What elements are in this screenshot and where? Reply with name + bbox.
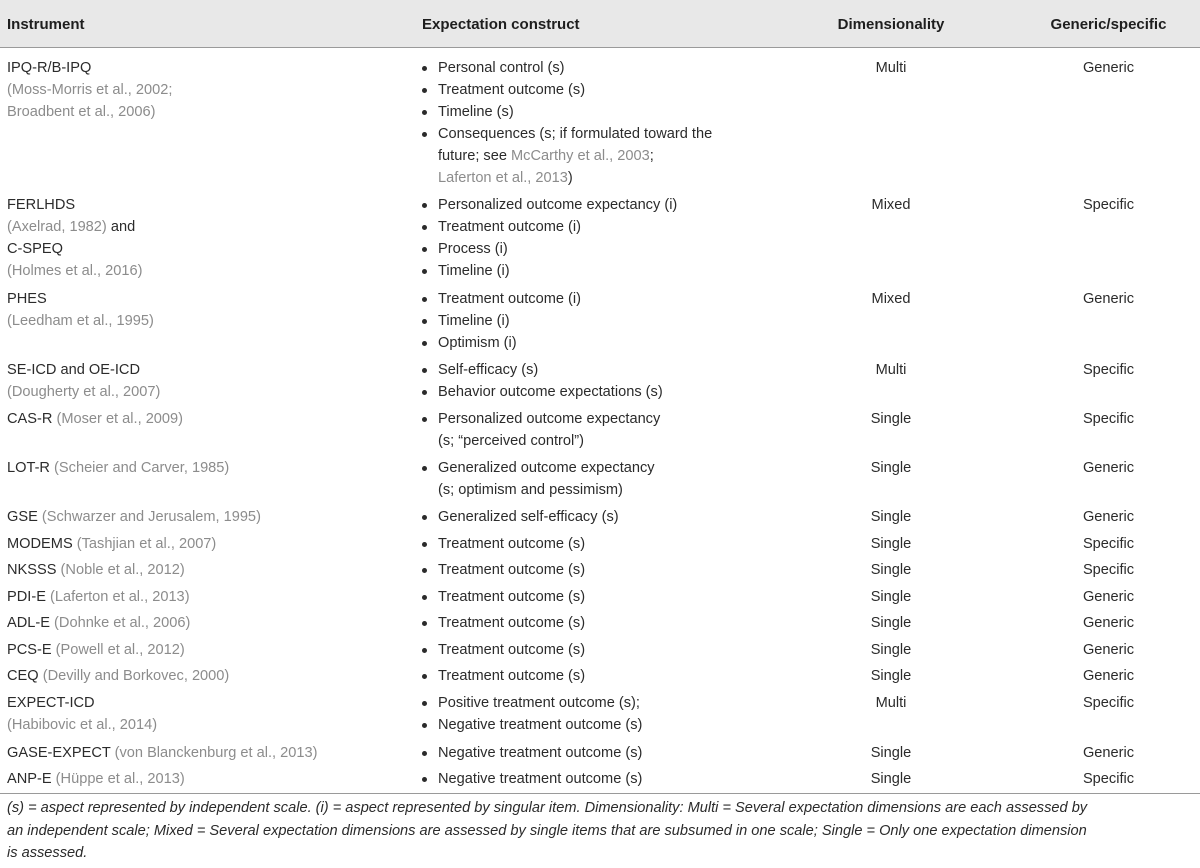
citation-paren: ) — [178, 411, 184, 427]
generic-specific-cell: Generic — [1082, 589, 1135, 605]
bullet-icon — [422, 595, 427, 600]
instrument-name: IPQ-R/B-IPQ — [7, 60, 92, 76]
expectation-text: ) — [567, 170, 573, 186]
footnote-line: (s) = aspect represented by independent scale. (i) = aspect represented by singular item. Dimensionality: Multi = Several expectation dimensions are each assessed by — [7, 800, 1088, 816]
expectation-text: Self-efficacy (s) — [438, 362, 539, 378]
generic-specific-cell: Generic — [1082, 615, 1135, 631]
bullet-icon — [422, 777, 427, 782]
citation-paren: ( — [76, 536, 82, 552]
instrument-line — [7, 359, 407, 381]
expectation-text: Treatment outcome (s) — [438, 589, 586, 605]
citation-paren: ) — [224, 668, 230, 684]
instrument-name: LOT-R — [7, 460, 50, 476]
bullet-icon — [422, 341, 427, 346]
citation: Schwarzer and Jerusalem, 1995 — [46, 509, 257, 525]
instrument-line — [7, 506, 407, 528]
citation-paren: ( — [42, 668, 48, 684]
instrument-cell — [7, 692, 407, 736]
instrument-line — [7, 639, 407, 661]
dimensionality-cell: Single — [870, 615, 912, 631]
instrument-conjunction: and — [106, 219, 136, 235]
citation-paren: ( — [49, 589, 55, 605]
citation-paren: ) — [312, 745, 318, 761]
bullet-icon — [422, 542, 427, 547]
instrument-name: PCS-E — [7, 642, 52, 658]
expectation-cell — [422, 57, 802, 189]
header-dimensionality: Dimensionality — [837, 16, 945, 33]
generic-specific-cell: Specific — [1082, 362, 1135, 378]
expectation-line — [422, 408, 802, 430]
instrument-cell — [7, 359, 407, 403]
header-instrument: Instrument — [7, 16, 85, 33]
instrument-name: GASE-EXPECT — [7, 745, 111, 761]
instrument-cell — [7, 768, 407, 790]
instrument-line — [7, 408, 407, 430]
citation: Dohnke et al., 2006 — [58, 615, 186, 631]
expectation-line — [422, 194, 802, 216]
instrument-cell — [7, 533, 407, 555]
instrument-cell — [7, 559, 407, 581]
citation: Laferton et al., 2013 — [54, 589, 185, 605]
dimensionality-cell: Single — [870, 460, 912, 476]
instrument-line — [7, 586, 407, 608]
expectation-line — [422, 506, 802, 528]
expectation-line — [422, 381, 802, 403]
footnote-line: is assessed. — [7, 845, 88, 861]
expectation-text: Treatment outcome (s) — [438, 562, 586, 578]
instrument-name: NKSSS — [7, 562, 57, 578]
citation-paren: ( — [55, 642, 61, 658]
citation-paren: ( — [55, 771, 61, 787]
instrument-line — [7, 533, 407, 555]
citation-paren: ) — [179, 771, 185, 787]
expectation-line — [422, 559, 802, 581]
bullet-icon — [422, 621, 427, 626]
expectation-cell — [422, 665, 802, 687]
dimensionality-cell: Single — [870, 589, 912, 605]
bullet-icon — [422, 751, 427, 756]
expectation-text: Behavior outcome expectations (s) — [438, 384, 663, 400]
citation-paren: ) — [179, 642, 185, 658]
instrument-line — [7, 692, 407, 714]
citation: Broadbent et al., 2006) — [7, 104, 156, 120]
citation: Noble et al., 2012 — [65, 562, 180, 578]
table-footnote — [7, 797, 1193, 865]
expectation-line — [422, 238, 802, 260]
instrument-cell — [7, 194, 407, 282]
expectation-line — [422, 479, 802, 501]
header-expectation-construct: Expectation construct — [422, 16, 580, 33]
instrument-line — [7, 381, 407, 403]
expectation-text: future; see — [438, 148, 512, 164]
bullet-icon — [422, 297, 427, 302]
expectation-text: Personalized outcome expectancy (i) — [438, 197, 678, 213]
expectation-line — [422, 533, 802, 555]
instrument-line — [7, 559, 407, 581]
instrument-line — [7, 612, 407, 634]
generic-specific-cell: Generic — [1082, 509, 1135, 525]
expectation-line — [422, 359, 802, 381]
expectation-line — [422, 612, 802, 634]
generic-specific-cell: Generic — [1082, 668, 1135, 684]
expectation-text: Personalized outcome expectancy — [438, 411, 661, 427]
expectation-line — [422, 332, 802, 354]
instrument-cell — [7, 586, 407, 608]
expectation-cell — [422, 742, 802, 764]
bullet-icon — [422, 648, 427, 653]
expectation-text: Negative treatment outcome (s) — [438, 717, 643, 733]
citation: (Holmes et al., 2016) — [7, 263, 143, 279]
bullet-icon — [422, 368, 427, 373]
expectation-text: Negative treatment outcome (s) — [438, 771, 643, 787]
citation: von Blanckenburg et al., 2013 — [119, 745, 313, 761]
expectation-line — [422, 457, 802, 479]
dimensionality-cell: Mixed — [871, 197, 911, 213]
instrument-line — [7, 714, 407, 736]
dimensionality-cell: Single — [870, 668, 912, 684]
expectation-text: Treatment outcome (s) — [438, 668, 586, 684]
bullet-icon — [422, 269, 427, 274]
dimensionality-cell: Single — [870, 771, 912, 787]
expectation-text: Timeline (s) — [438, 104, 514, 120]
instrument-name: PDI-E — [7, 589, 46, 605]
instrument-line — [7, 457, 407, 479]
expectation-line — [422, 288, 802, 310]
generic-specific-cell: Generic — [1082, 745, 1135, 761]
bullet-icon — [422, 568, 427, 573]
dimensionality-cell: Multi — [875, 362, 907, 378]
instrument-cell — [7, 639, 407, 661]
expectation-line — [422, 665, 802, 687]
expectation-cell — [422, 639, 802, 661]
footnote-line: an independent scale; Mixed = Several expectation dimensions are assessed by single items that are subsumed in one scale; Single = Only one expectation dimension — [7, 822, 1087, 839]
bullet-icon — [422, 723, 427, 728]
citation: (Dougherty et al., 2007) — [7, 384, 161, 400]
expectation-text: Optimism (i) — [438, 335, 517, 351]
instrument-line — [7, 216, 407, 238]
expectation-line — [422, 768, 802, 790]
bottom-rule — [0, 793, 1200, 794]
citation-paren: ( — [56, 411, 62, 427]
table-header — [0, 0, 1200, 47]
citation: (Moss-Morris et al., 2002; — [7, 82, 173, 98]
instrument-name: CAS-R — [7, 411, 53, 427]
expectation-cell — [422, 559, 802, 581]
expectation-line — [422, 216, 802, 238]
dimensionality-cell: Single — [870, 536, 912, 552]
generic-specific-cell: Generic — [1082, 291, 1135, 307]
citation-paren: ( — [54, 460, 59, 476]
citation: Scheier and Carver, 1985 — [58, 460, 225, 476]
instrument-name: ANP-E — [7, 771, 52, 787]
citation: Devilly and Borkovec, 2000 — [47, 668, 225, 684]
citation: Laferton et al., 2013 — [438, 170, 568, 186]
instrument-cell — [7, 506, 407, 528]
citation: Tashjian et al., 2007 — [81, 536, 212, 552]
citation-paren: ) — [224, 460, 230, 476]
generic-specific-cell: Specific — [1082, 771, 1135, 787]
expectation-text: Process (i) — [438, 241, 508, 257]
bullet-icon — [422, 417, 427, 422]
bullet-icon — [422, 203, 427, 208]
bullet-icon — [422, 110, 427, 115]
expectation-line — [422, 639, 802, 661]
dimensionality-cell: Single — [870, 411, 912, 427]
citation: Powell et al., 2012 — [60, 642, 180, 658]
instrument-name: GSE — [7, 509, 38, 525]
expectation-cell — [422, 533, 802, 555]
expectation-text: (s; optimism and pessimism) — [438, 482, 623, 498]
generic-specific-cell: Specific — [1082, 695, 1135, 711]
dimensionality-cell: Single — [870, 642, 912, 658]
citation-paren: ( — [54, 615, 59, 631]
expectation-cell — [422, 586, 802, 608]
expectation-line — [422, 714, 802, 736]
citation-paren: ) — [185, 615, 191, 631]
citation: (Axelrad, 1982) — [7, 219, 107, 235]
dimensionality-cell: Multi — [875, 695, 907, 711]
bullet-icon — [422, 247, 427, 252]
instrument-cell — [7, 57, 407, 123]
citation-paren: ( — [60, 562, 66, 578]
citation-paren: ) — [256, 509, 261, 525]
instrument-cell — [7, 665, 407, 687]
expectation-text: Timeline (i) — [438, 313, 510, 329]
expectation-cell — [422, 408, 802, 452]
instrument-name: MODEMS — [7, 536, 73, 552]
dimensionality-cell: Single — [870, 745, 912, 761]
generic-specific-cell: Generic — [1082, 642, 1135, 658]
expectation-line — [422, 79, 802, 101]
instrument-line — [7, 194, 407, 216]
dimensionality-cell: Multi — [875, 60, 907, 76]
instrument-line — [7, 288, 407, 310]
instrument-name: EXPECT-ICD — [7, 695, 95, 711]
citation: Moser et al., 2009 — [61, 411, 179, 427]
citation-paren: ) — [211, 536, 217, 552]
instrument-name: PHES — [7, 291, 47, 307]
bullet-icon — [422, 701, 427, 706]
instrument-line — [7, 238, 407, 260]
generic-specific-cell: Specific — [1082, 536, 1135, 552]
instrument-line — [7, 310, 407, 332]
bullet-icon — [422, 515, 427, 520]
citation-paren: ( — [114, 745, 120, 761]
expectation-text: Personal control (s) — [438, 60, 565, 76]
header-generic-specific: Generic/specific — [1050, 16, 1167, 33]
bullet-icon — [422, 390, 427, 395]
generic-specific-cell: Specific — [1082, 562, 1135, 578]
expectation-cell — [422, 768, 802, 790]
expectation-cell — [422, 612, 802, 634]
instrument-line — [7, 665, 407, 687]
instrument-cell — [7, 288, 407, 332]
citation: (Habibovic et al., 2014) — [7, 717, 158, 733]
expectation-cell — [422, 457, 802, 501]
instrument-name: CEQ — [7, 668, 39, 684]
instrument-line — [7, 260, 407, 282]
expectation-text: Timeline (i) — [438, 263, 510, 279]
instrument-line — [7, 768, 407, 790]
instrument-cell — [7, 742, 407, 764]
expectation-text: Treatment outcome (s) — [438, 615, 586, 631]
expectation-text: Treatment outcome (s) — [438, 642, 586, 658]
expectation-text: Generalized outcome expectancy — [438, 460, 655, 476]
bullet-icon — [422, 319, 427, 324]
expectation-text: Treatment outcome (i) — [438, 291, 582, 307]
instrument-line — [7, 101, 407, 123]
expectation-text: (s; “perceived control”) — [438, 433, 584, 449]
expectation-text: Generalized self-efficacy (s) — [438, 509, 619, 525]
instrument-name: ADL-E — [7, 615, 50, 631]
expectation-text: Consequences (s; if formulated toward the — [438, 126, 713, 142]
expectation-text: ; — [649, 148, 654, 164]
bullet-icon — [422, 225, 427, 230]
generic-specific-cell: Specific — [1082, 411, 1135, 427]
generic-specific-cell: Generic — [1082, 460, 1135, 476]
citation-paren: ) — [184, 589, 190, 605]
expectation-cell — [422, 194, 802, 282]
instrument-name: C-SPEQ — [7, 241, 63, 257]
bullet-icon — [422, 88, 427, 93]
bullet-icon — [422, 674, 427, 679]
expectation-line — [422, 742, 802, 764]
citation-paren: ( — [41, 509, 47, 525]
instrument-cell — [7, 457, 407, 479]
bullet-icon — [422, 132, 427, 137]
expectation-line — [422, 586, 802, 608]
expectation-line — [422, 123, 802, 145]
dimensionality-cell: Mixed — [871, 291, 911, 307]
bullet-icon — [422, 66, 427, 71]
dimensionality-cell: Single — [870, 509, 912, 525]
citation: (Leedham et al., 1995) — [7, 313, 154, 329]
expectation-cell — [422, 288, 802, 354]
expectation-text: Treatment outcome (s) — [438, 536, 586, 552]
generic-specific-cell: Generic — [1082, 60, 1135, 76]
expectation-cell — [422, 692, 802, 736]
instrument-line — [7, 79, 407, 101]
expectation-line — [422, 692, 802, 714]
expectation-text: Treatment outcome (i) — [438, 219, 582, 235]
citation: McCarthy et al., 2003 — [511, 148, 650, 164]
expectation-line — [422, 260, 802, 282]
expectation-line — [422, 101, 802, 123]
expectation-text: Positive treatment outcome (s); — [438, 695, 640, 711]
expectation-line — [422, 310, 802, 332]
expectation-line — [422, 430, 802, 452]
expectation-line — [422, 57, 802, 79]
instrument-line — [7, 742, 407, 764]
expectation-text: Negative treatment outcome (s) — [438, 745, 643, 761]
citation: Hüppe et al., 2013 — [60, 771, 180, 787]
instrument-name: FERLHDS — [7, 197, 76, 213]
expectation-line — [422, 167, 802, 189]
citation-paren: ) — [179, 562, 185, 578]
expectation-cell — [422, 506, 802, 528]
instrument-cell — [7, 612, 407, 634]
dimensionality-cell: Single — [870, 562, 912, 578]
expectation-cell — [422, 359, 802, 403]
instrument-cell — [7, 408, 407, 430]
generic-specific-cell: Specific — [1082, 197, 1135, 213]
instrument-name: SE-ICD and OE-ICD — [7, 362, 140, 378]
instrument-line — [7, 57, 407, 79]
expectation-line — [422, 145, 802, 167]
header-rule — [0, 47, 1200, 48]
expectation-text: Treatment outcome (s) — [438, 82, 586, 98]
bullet-icon — [422, 466, 427, 471]
